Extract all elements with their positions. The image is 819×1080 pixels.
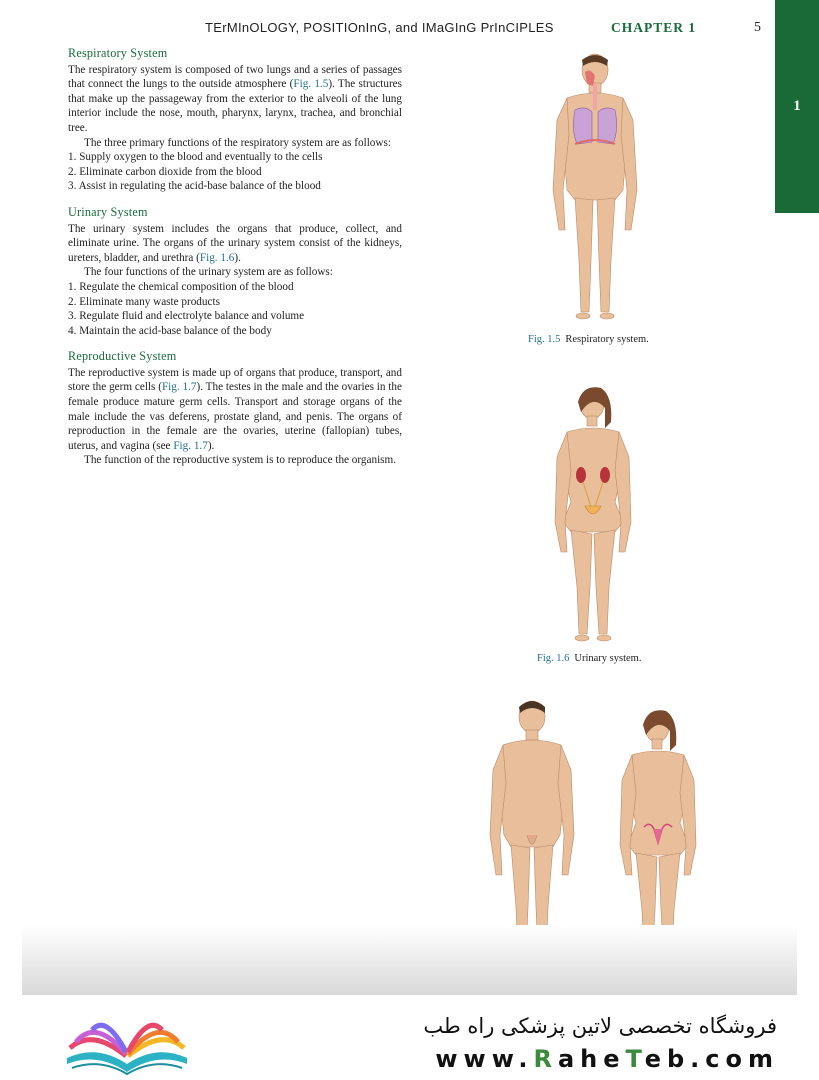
list-item: 1. Supply oxygen to the blood and eventually to the cells bbox=[68, 151, 323, 164]
fig-1-6-text: Urinary system. bbox=[574, 653, 642, 664]
text-run: ). The structures that make up the passageway from the exterior to the alveoli of the lung interior include the nose, mouth, pharynx, larynx, trachea, and bronchial tree. bbox=[68, 78, 402, 134]
respiratory-heading: Respiratory System bbox=[68, 46, 168, 60]
book-logo-icon bbox=[62, 1008, 192, 1078]
fig-1-7-link[interactable]: Fig. 1.7 bbox=[161, 381, 197, 394]
url-part: R bbox=[533, 1045, 558, 1073]
list-item: 3. Regulate fluid and electrolyte balance and volume bbox=[68, 310, 305, 323]
text-run: ). bbox=[234, 251, 241, 264]
respiratory-list bbox=[68, 150, 402, 194]
list-item: 4. Maintain the acid-base balance of the body bbox=[68, 324, 272, 337]
page-number: 5 bbox=[754, 20, 761, 35]
fig-1-5-text: Respiratory system. bbox=[565, 334, 649, 345]
reproductive-heading: Reproductive System bbox=[68, 349, 177, 364]
fig-1-6-number: Fig. 1.6 bbox=[537, 653, 570, 664]
website-url[interactable] bbox=[435, 1045, 779, 1073]
urinary-system-illustration bbox=[545, 382, 645, 644]
url-part: T bbox=[625, 1045, 645, 1073]
url-part: ahe bbox=[557, 1045, 626, 1073]
running-header bbox=[205, 20, 775, 40]
urinary-paragraph-2: The four functions of the urinary system are as follows: bbox=[84, 266, 333, 279]
text-column bbox=[68, 46, 402, 479]
urinary-section bbox=[68, 205, 402, 338]
chapter-tab bbox=[775, 0, 819, 213]
fig-1-5-link[interactable]: Fig. 1.5 bbox=[293, 78, 329, 91]
respiratory-paragraph-2: The three primary functions of the respiratory system are as follows: bbox=[84, 136, 391, 149]
text-run: The urinary system includes the organs that produce, collect, and eliminate urine. The organs of the urinary system consist of the kidneys, ureters, bladder, and urethra ( bbox=[68, 222, 402, 264]
reproductive-paragraph-2: The function of the reproductive system is to reproduce the organism. bbox=[84, 454, 397, 467]
list-item: 2. Eliminate many waste products bbox=[68, 295, 220, 308]
fig-1-5-caption bbox=[528, 334, 649, 345]
urinary-paragraph-1 bbox=[68, 222, 402, 266]
reproductive-section bbox=[68, 349, 402, 468]
text-run: ). The testes in the male and the ovaries in the female produce mature germ cells. Transport and storage organs of the male include the vas deferens, prostate gland, and penis. The organs of reproduction in the female are the ovaries, uterine (fallopian) tubes, uterus, and vagina (see bbox=[68, 381, 402, 452]
urinary-heading: Urinary System bbox=[68, 204, 148, 219]
url-part: www. bbox=[435, 1045, 534, 1073]
chapter-label: CHAPTER 1 bbox=[611, 20, 697, 35]
reproductive-paragraph-1 bbox=[68, 366, 402, 454]
fig-1-7-link[interactable]: Fig. 1.7 bbox=[173, 439, 208, 452]
urinary-list bbox=[68, 280, 402, 338]
text-run: ). bbox=[207, 439, 215, 452]
respiratory-paragraph-1 bbox=[68, 63, 402, 136]
fig-1-6-caption bbox=[537, 653, 641, 664]
running-title: TErMInOLOGY, POSITIOnInG, and IMaGInG PrInCIPLES bbox=[205, 20, 554, 35]
store-name-persian: فروشگاه تخصصی لاتین پزشکی راه طب bbox=[423, 1014, 777, 1038]
fig-1-6-link[interactable]: Fig. 1.6 bbox=[199, 251, 235, 264]
chapter-tab-number: 1 bbox=[793, 98, 801, 114]
url-part: eb.com bbox=[644, 1045, 779, 1073]
respiratory-section bbox=[68, 46, 402, 194]
list-item: 1. Regulate the chemical composition of the blood bbox=[68, 280, 294, 293]
text-run: The respiratory system is composed of two lungs and a series of passages that connect the lungs to the outside atmosphere ( bbox=[68, 63, 402, 91]
text-run: The reproductive system is made up of organs that produce, transport, and store the germ cells ( bbox=[68, 366, 402, 394]
bottom-fade bbox=[22, 925, 797, 995]
list-item: 3. Assist in regulating the acid-base balance of the blood bbox=[68, 180, 321, 193]
fig-1-5-number: Fig. 1.5 bbox=[528, 334, 561, 345]
list-item: 2. Eliminate carbon dioxide from the blood bbox=[68, 165, 262, 178]
respiratory-system-illustration bbox=[545, 50, 645, 325]
